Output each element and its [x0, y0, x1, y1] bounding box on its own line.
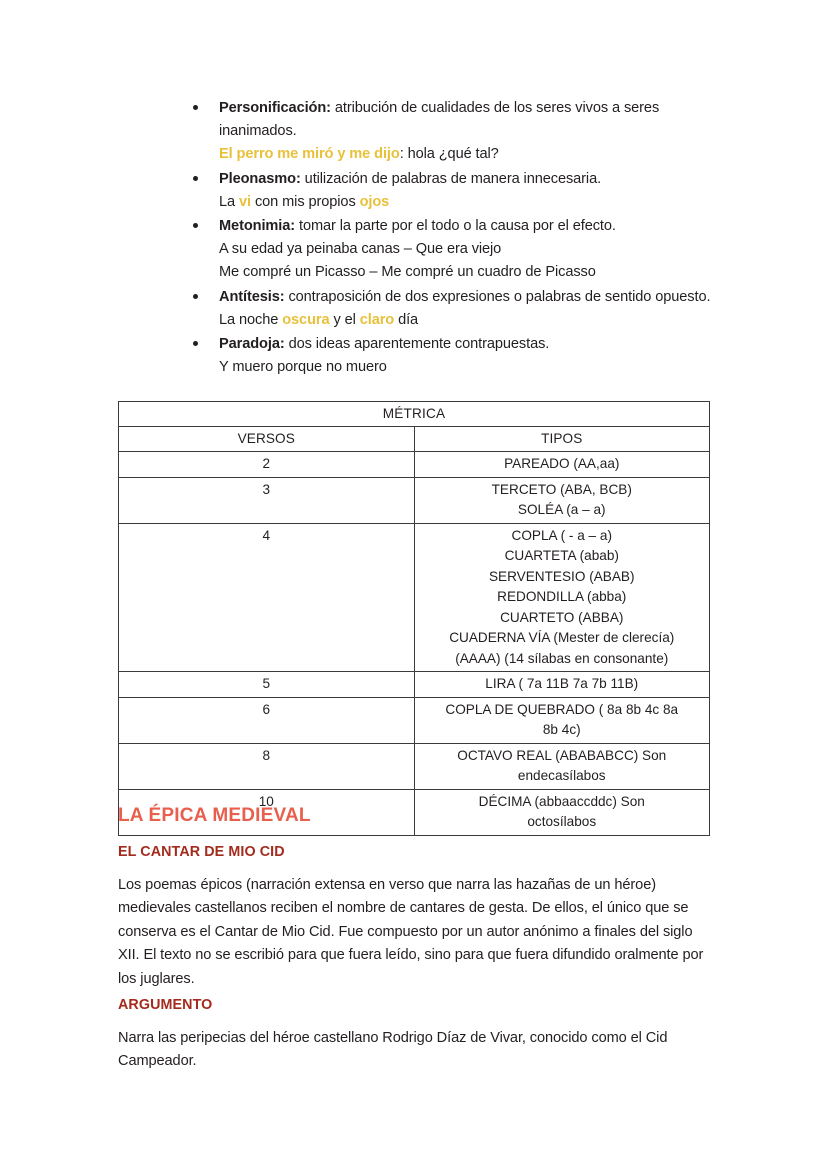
figure-example-highlight-2: claro — [359, 311, 395, 328]
tipo-line: COPLA ( - a – a) — [511, 527, 612, 543]
cell-tipos — [414, 523, 710, 672]
metrica-table — [118, 401, 710, 836]
tipo-line: TERCETO (ABA, BCB) — [491, 481, 632, 497]
figure-definition-text: contraposición de dos expresiones o palabras de sentido opuesto. — [284, 288, 711, 305]
figure-term: Pleonasmo: — [219, 170, 301, 187]
figure-definition — [219, 333, 713, 356]
figure-example-highlight-2: ojos — [359, 193, 390, 210]
table-row — [119, 477, 710, 523]
figure-term: Paradoja: — [219, 336, 285, 353]
table-row — [119, 523, 710, 672]
figure-term: Antítesis: — [219, 288, 285, 305]
table-row — [119, 743, 710, 789]
figure-example — [219, 143, 713, 166]
figure-example-mid: y el — [329, 311, 360, 328]
tipo-line: octosílabos — [527, 814, 597, 829]
paragraph-cantar: Los poemas épicos (narración extensa en verso que narra las hazañas de un héroe) medievales castellanos reciben el nombre de cantares de gesta. De ellos, el único que se conserva es el Cantar de Mio Cid. Fue compuesto por un autor anónimo a finales del siglo XII. El texto no se escribió para que fuera leído, sino para que fuera difundido oralmente por los juglares. — [118, 877, 704, 987]
figure-example-pre: La noche — [219, 311, 283, 328]
metrica-table-container — [118, 401, 710, 836]
figure-example: Y muero porque no muero — [219, 359, 387, 376]
cell-versos: 5 — [119, 672, 415, 698]
cell-versos: 2 — [119, 452, 415, 478]
subsection-heading-argumento: ARGUMENTO — [118, 997, 213, 1013]
figure-example-highlight: oscura — [282, 311, 330, 328]
tipo-line: LIRA ( 7a 11B 7a 7b 11B) — [485, 676, 639, 691]
cell-tipos — [414, 477, 710, 523]
cell-tipos — [414, 743, 710, 789]
bullet-icon — [193, 105, 198, 110]
paragraph-argumento: Narra las peripecias del héroe castellano Rodrigo Díaz de Vivar, conocido como el Cid Campeador. — [118, 1030, 668, 1070]
column-header-tipos: TIPOS — [414, 427, 710, 452]
cell-versos: 6 — [119, 697, 415, 743]
cell-versos: 4 — [119, 523, 415, 672]
table-row — [119, 452, 710, 478]
figure-example-pre: La — [219, 193, 239, 210]
figure-example — [219, 309, 713, 332]
cell-tipos — [414, 452, 710, 478]
figure-definition — [219, 168, 713, 191]
figure-definition-text: atribución de cualidades de los seres vivos a seres inanimados. — [219, 100, 660, 140]
figure-definition-text: tomar la parte por el todo o la causa por el efecto. — [295, 218, 616, 235]
table-header-row — [119, 427, 710, 452]
table-title: MÉTRICA — [119, 402, 710, 427]
tipo-line: CUARTETA (abab) — [504, 548, 619, 563]
tipo-line: (AAAA) (14 sílabas en consonante) — [455, 650, 669, 666]
table-title-row — [119, 402, 710, 427]
tipo-line: COPLA DE QUEBRADO ( 8a 8b 4c 8a — [445, 701, 679, 717]
cell-tipos — [414, 672, 710, 698]
cell-versos: 3 — [119, 477, 415, 523]
tipo-line: CUADERNA VÍA (Mester de clerecía) — [449, 630, 675, 645]
bullet-icon — [193, 223, 198, 228]
list-item — [193, 333, 713, 379]
figure-example: Me compré un Picasso – Me compré un cuadro de Picasso — [219, 264, 596, 281]
tipo-line: REDONDILLA (abba) — [497, 589, 627, 604]
cell-tipos — [414, 789, 710, 835]
figure-definition — [219, 215, 713, 238]
figure-term: Personificación: — [219, 100, 331, 116]
bullet-icon — [193, 294, 198, 299]
figure-example-highlight: El perro me miró y me dijo — [219, 146, 400, 163]
figure-example: A su edad ya peinaba canas – Que era viejo — [219, 241, 502, 258]
figure-definition — [219, 97, 713, 143]
cell-versos: 8 — [119, 743, 415, 789]
table-row — [119, 672, 710, 698]
figure-term: Metonimia: — [219, 218, 296, 235]
figure-definition-text: dos ideas aparentemente contrapuestas. — [284, 336, 550, 353]
tipo-line: 8b 4c) — [542, 722, 581, 737]
figure-example-mid: con mis propios — [250, 193, 360, 210]
cell-tipos — [414, 697, 710, 743]
bullet-icon — [193, 176, 198, 181]
tipo-line: PAREADO (AA,aa) — [504, 456, 620, 471]
subsection-heading-cantar: EL CANTAR DE MIO CID — [118, 844, 285, 860]
figure-example — [219, 191, 713, 214]
list-item — [193, 215, 713, 285]
figure-definition — [219, 286, 713, 309]
list-item — [193, 286, 713, 332]
bullet-icon — [193, 341, 198, 346]
list-item — [193, 97, 713, 167]
tipo-line: SOLÉA (a – a) — [517, 502, 606, 517]
figure-example-post: día — [394, 311, 419, 328]
tipo-line: CUARTETO (ABBA) — [500, 609, 624, 625]
table-row — [119, 697, 710, 743]
tipo-line: SERVENTESIO (ABAB) — [488, 568, 635, 584]
figure-example-highlight: vi — [239, 193, 251, 210]
literary-figures-list — [193, 97, 713, 380]
list-item — [193, 168, 713, 214]
tipo-line: OCTAVO REAL (ABABABCC) Son — [457, 747, 667, 763]
figure-example-rest: : hola ¿qué tal? — [399, 146, 499, 163]
figure-definition-text: utilización de palabras de manera innecesaria. — [300, 170, 602, 187]
tipo-line: DÉCIMA (abbaaccddc) Son — [478, 793, 645, 809]
column-header-versos: VERSOS — [119, 427, 415, 452]
section-heading-epica: LA ÉPICA MEDIEVAL — [118, 805, 311, 826]
tipo-line: endecasílabos — [517, 768, 606, 783]
cell-versos: 10 — [119, 789, 415, 835]
